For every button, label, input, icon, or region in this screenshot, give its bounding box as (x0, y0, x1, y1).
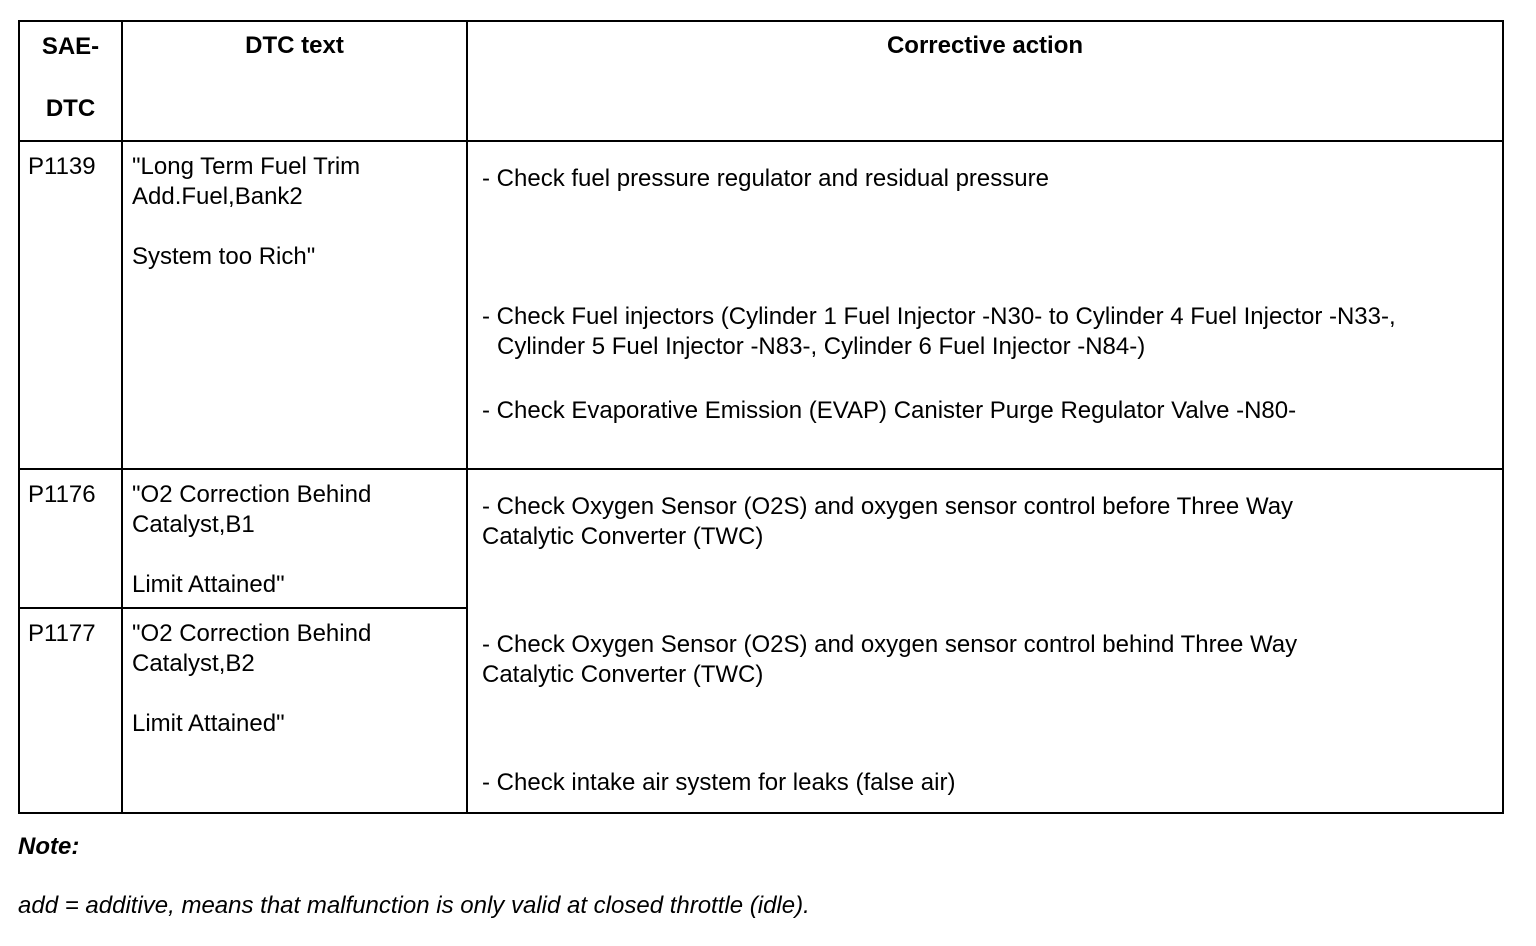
dtc-text (122, 141, 467, 469)
table-header-row (19, 21, 1503, 141)
action-item: - Check Evaporative Emission (EVAP) Canister Purge Regulator Valve -N80- (482, 397, 1297, 424)
action-item (482, 492, 1514, 552)
header-corrective-action: Corrective action (467, 21, 1503, 141)
dtc-code: P1176 (19, 469, 122, 608)
action-item (482, 630, 1514, 690)
dtc-text (122, 608, 467, 813)
corrective-action-cell (467, 141, 1503, 469)
table-row (19, 469, 1503, 608)
note-title: Note: (18, 833, 80, 860)
header-sae-dtc (19, 21, 122, 141)
dtc-text-line: "O2 Correction Behind (132, 481, 372, 508)
table-row (19, 141, 1503, 469)
dtc-text-line: System too Rich" (132, 243, 316, 270)
action-line: Catalytic Converter (TWC) (482, 523, 764, 550)
header-sae-line1: SAE- (41, 33, 100, 60)
dtc-text-line: "Long Term Fuel Trim (132, 153, 361, 180)
dtc-text (122, 469, 467, 608)
dtc-text-line: Limit Attained" (132, 710, 285, 737)
action-item (482, 302, 1514, 362)
dtc-code: P1177 (19, 608, 122, 813)
action-line: - Check Oxygen Sensor (O2S) and oxygen sensor control behind Three Way (482, 631, 1298, 658)
action-item: - Check fuel pressure regulator and residual pressure (482, 165, 1049, 192)
header-dtc-text: DTC text (122, 21, 467, 141)
action-line: - Check Fuel injectors (Cylinder 1 Fuel Injector -N30- to Cylinder 4 Fuel Injector -N33-, (482, 303, 1396, 330)
dtc-table (18, 20, 1504, 814)
dtc-text-line: Catalyst,B1 (132, 511, 255, 538)
header-sae-line2: DTC (45, 95, 96, 122)
dtc-text-line: Add.Fuel,Bank2 (132, 183, 303, 210)
dtc-text-line: "O2 Correction Behind (132, 620, 372, 647)
dtc-text-line: Limit Attained" (132, 571, 285, 598)
corrective-action-cell (467, 469, 1503, 813)
action-item: - Check intake air system for leaks (false air) (482, 769, 956, 796)
note-text: add = additive, means that malfunction is only valid at closed throttle (idle). (18, 892, 810, 919)
action-line: - Check Oxygen Sensor (O2S) and oxygen sensor control before Three Way (482, 493, 1294, 520)
action-line: Catalytic Converter (TWC) (482, 661, 764, 688)
action-line: Cylinder 5 Fuel Injector -N83-, Cylinder 6 Fuel Injector -N84-) (497, 333, 1146, 360)
dtc-code: P1139 (19, 141, 122, 469)
dtc-text-line: Catalyst,B2 (132, 650, 255, 677)
